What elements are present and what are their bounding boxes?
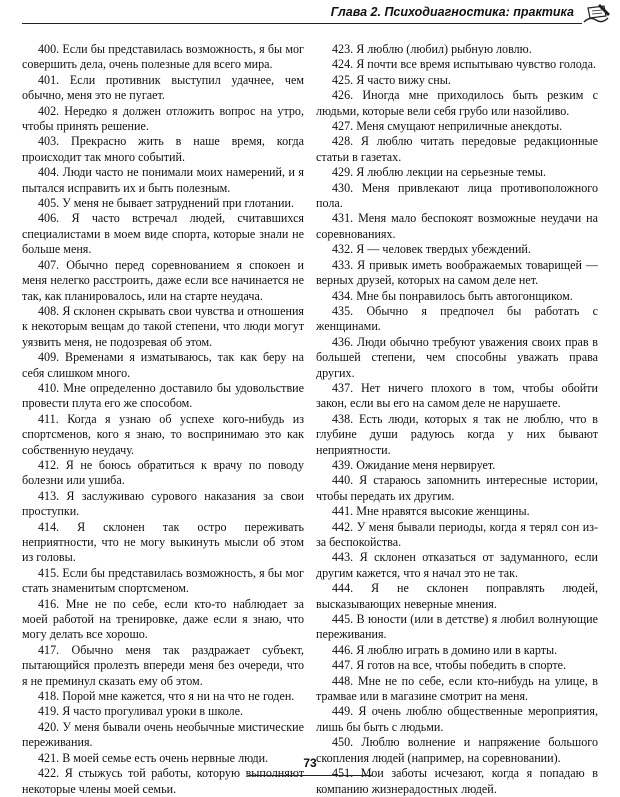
question-item: 451. Мои заботы исчезают, когда я попадаю в компанию жизнерадостных людей.	[316, 766, 598, 796]
question-item: 422. Я стыжусь той работы, которую выполняют некоторые члены моей семьи.	[22, 766, 304, 796]
question-item: 413. Я заслуживаю сурового наказания за свои проступки.	[22, 488, 304, 519]
question-item: 406. Я часто встречал людей, считавшихся специалистами в моем виде спорта, которые знали не больше меня.	[22, 211, 304, 257]
question-item: 426. Иногда мне приходилось быть резким с людьми, которые вели себя грубо или назойливо.	[316, 88, 598, 118]
question-item: 419. Я часто прогуливал уроки в школе.	[38, 704, 244, 719]
question-item: 411. Когда я узнаю об успехе кого-нибудь из спортсменов, кого я знаю, то воспринимаю это как собственную неудачу.	[22, 411, 304, 457]
question-item: 436. Люди обычно требуют уважения своих прав в большей степени, чем способны уважать права других.	[316, 334, 598, 380]
question-item: 446. Я люблю играть в домино или в карты.	[332, 642, 558, 657]
question-item: 447. Я готов на все, чтобы победить в спорте.	[332, 658, 567, 673]
page-header	[0, 0, 620, 30]
question-item: 439. Ожидание меня нервирует.	[332, 457, 496, 472]
question-item: 405. У меня не бывает затруднений при глотании.	[38, 196, 294, 211]
chapter-label: Глава 2.	[330, 5, 381, 19]
question-item: 407. Обычно перед соревнованием я спокоен и меня нелегко расстроить, даже если все начинается не так, как планировалось, или на старте неудача.	[22, 257, 304, 303]
page-number: 73	[303, 756, 317, 770]
question-item: 416. Мне не по себе, если кто-то наблюдает за моей работой на тренировке, даже если я знаю, что могу делать все хорошо.	[22, 596, 304, 642]
footer-rule	[248, 775, 372, 776]
question-item: 433. Я привык иметь воображаемых товарищей — верных друзей, которых на самом деле нет.	[316, 257, 598, 288]
question-item: 402. Нередко я должен отложить вопрос на утро, чтобы принять решение.	[22, 103, 304, 134]
question-item: 401. Если противник выступил удачнее, чем обычно, меня это не пугает.	[22, 72, 304, 103]
question-item: 431. Меня мало беспокоят возможные неудачи на соревнованиях.	[316, 211, 598, 241]
question-item: 437. Нет ничего плохого в том, чтобы обойти закон, если вы его на самом деле не нарушаете.	[316, 380, 598, 411]
question-item: 441. Мне нравятся высокие женщины.	[332, 504, 530, 519]
question-item: 429. Я люблю лекции на серьезные темы.	[332, 165, 547, 180]
question-item: 442. У меня бывали периоды, когда я терял сон из-за беспокойства.	[316, 519, 598, 549]
question-item: 423. Я люблю (любил) рыбную ловлю.	[332, 42, 532, 56]
pen-paper-icon	[582, 2, 612, 26]
right-column	[316, 42, 598, 797]
question-item: 425. Я часто вижу сны.	[332, 72, 451, 87]
question-item: 418. Порой мне кажется, что я ни на что не годен.	[38, 689, 295, 704]
question-item: 408. Я склонен скрывать свои чувства и отношения к некоторым вещам до такой степени, что люди могут уязвить меня, не подозревая об этом.	[22, 303, 304, 349]
question-item: 435. Обычно я предпочел бы работать с женщинами.	[316, 303, 598, 334]
question-item: 400. Если бы представилась возможность, я бы мог совершить дела, очень полезные для всего мира.	[22, 42, 304, 72]
question-item: 445. В юности (или в детстве) я любил волнующие переживания.	[316, 612, 598, 642]
question-item: 450. Люблю волнение и напряжение большого скопления людей (например, на соревновании).	[316, 735, 598, 765]
question-item: 420. У меня бывали очень необычные мистические переживания.	[22, 719, 304, 750]
question-item: 432. Я — человек твердых убеждений.	[332, 242, 531, 257]
question-item: 427. Меня смущают неприличные анекдоты.	[332, 119, 563, 134]
question-item: 412. Я не боюсь обратиться к врачу по поводу болезни или ушиба.	[22, 457, 304, 488]
question-item: 443. Я склонен отказаться от задуманного, если другим кажется, что я начал это не так.	[316, 550, 598, 580]
question-item: 404. Люди часто не понимали моих намерений, и я пытался исправить их и быть полезным.	[22, 165, 304, 195]
question-item: 409. Временами я изматываюсь, так как беру на себя слишком много.	[22, 350, 304, 380]
question-item: 403. Прекрасно жить в наше время, когда происходит так много событий.	[22, 134, 304, 164]
question-item: 421. В моей семье есть очень нервные люди.	[38, 750, 269, 765]
question-item: 424. Я почти все время испытываю чувство голода.	[332, 57, 597, 72]
question-item: 414. Я склонен так остро переживать неприятности, что не могу выкинуть мысли об этом из головы.	[22, 519, 304, 565]
question-item: 415. Если бы представилась возможность, я бы мог стать знаменитым спортсменом.	[22, 565, 304, 596]
header-rule	[22, 23, 582, 24]
question-item: 438. Есть люди, которых я так не люблю, что в глубине души радуюсь когда у них бывают неприятности.	[316, 411, 598, 457]
question-item: 430. Меня привлекают лица противоположного пола.	[316, 180, 598, 211]
chapter-title: Психодиагностика: практика	[384, 5, 574, 19]
question-item: 417. Обычно меня так раздражает субъект, пытающийся пролезть впереди меня без очереди, что я не преминул сказать ему об этом.	[22, 642, 304, 688]
question-item: 440. Я стараюсь запомнить интересные истории, чтобы передать их другим.	[316, 473, 598, 503]
left-column	[22, 42, 304, 797]
question-item: 448. Мне не по себе, если кто-нибудь на улице, в трамвае или в магазине смотрит на меня.	[316, 673, 598, 704]
question-item: 434. Мне бы понравилось быть автогонщиком.	[332, 288, 573, 303]
running-title	[331, 5, 574, 19]
question-item: 444. Я не склонен поправлять людей, высказывающих неверные мнения.	[316, 581, 598, 611]
question-item: 449. Я очень люблю общественные мероприятия, лишь бы быть с людьми.	[316, 704, 598, 734]
question-item: 428. Я люблю читать передовые редакционные статьи в газетах.	[316, 134, 598, 164]
question-item: 410. Мне определенно доставило бы удовольствие провести плута его же способом.	[22, 380, 304, 411]
